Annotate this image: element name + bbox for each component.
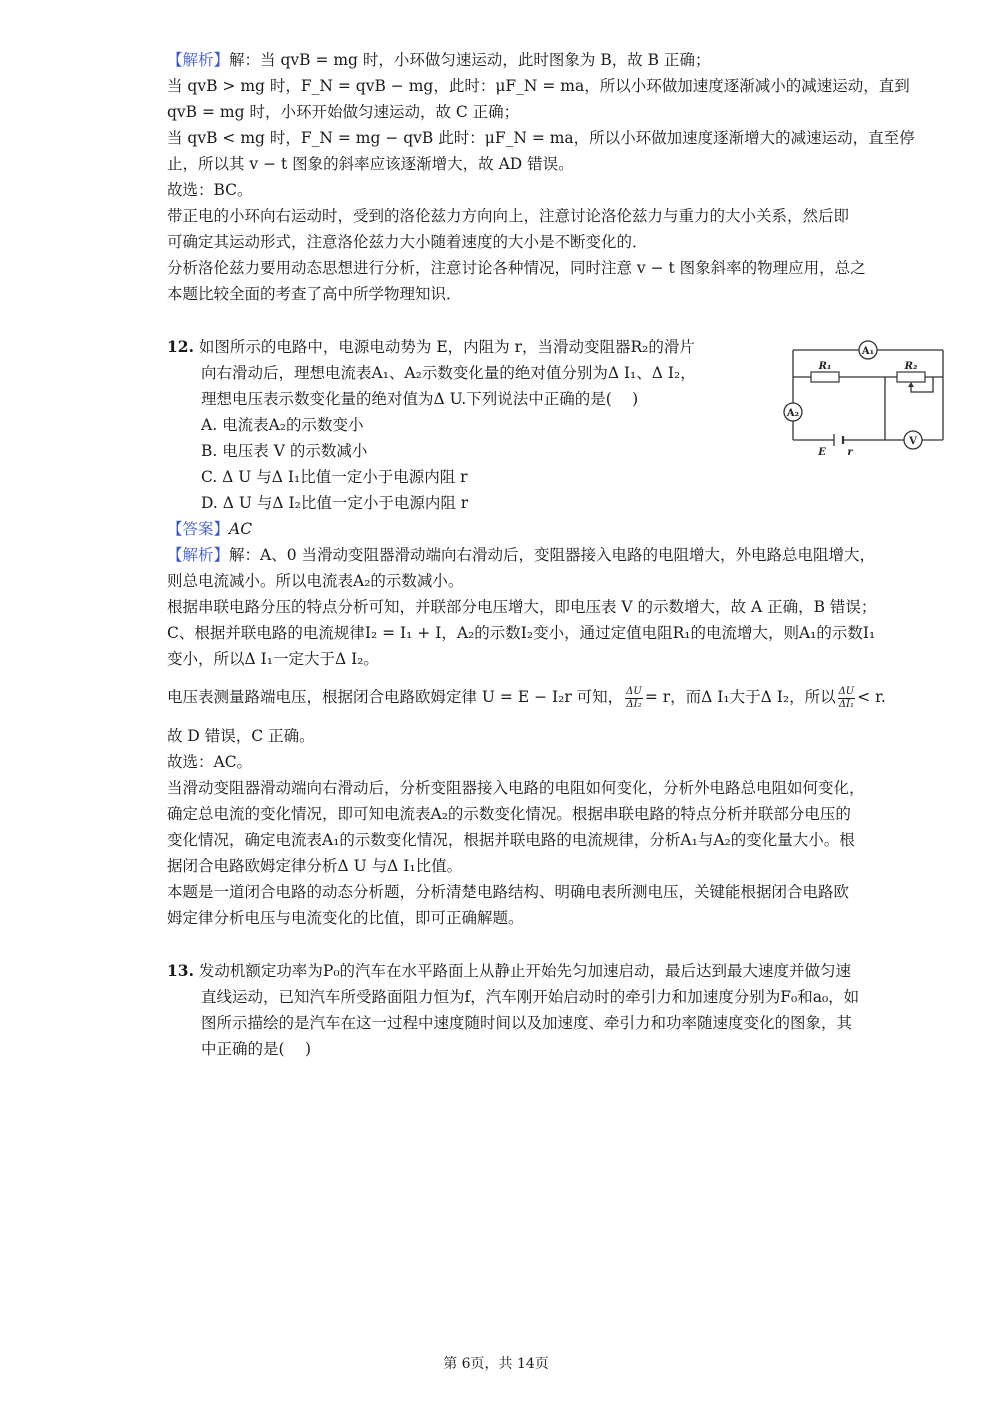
question-number: 13. (167, 961, 194, 980)
label-r1: R₁ (818, 361, 832, 372)
prev-analysis-line-9: 分析洛伦兹力要用动态思想进行分析，注意讨论各种情况，同时注意 v − t 图象斜率的物理应用，总之 (167, 259, 866, 277)
prev-analysis-line-6: 故选：BC。 (167, 181, 253, 199)
analysis-tag: 【解析】 (167, 546, 230, 564)
label-a1: A₁ (861, 346, 875, 357)
q13-stem-line-2: 直线运动，已知汽车所受路面阻力恒为f，汽车刚开始启动时的牵引力和加速度分别为F₀和a₀，如 (201, 988, 860, 1006)
prev-analysis-line-1: 【解析】解：当 qvB = mg 时，小环做匀速运动，此时图象为 B，故 B 正确； (167, 51, 711, 69)
q12-analysis-line-6: 电压表测量路端电压，根据闭合电路欧姆定律 U = E − I₂r 可知， $\frac{\Delta U}{\text{ΔI₂}}$ = r，而Δ I₁大于Δ I₂，所以 $\frac{\Delta U}{\text{ΔI₁}}$ < r. (167, 685, 886, 710)
prev-analysis-line-4: 当 qvB < mg 时，F_N = mg − qvB 此时：μF_N = ma，所以小环做加速度逐渐增大的减速运动，直至停 (167, 129, 915, 147)
answer-tag: 【答案】 (167, 520, 230, 538)
prev-analysis-line-3: qvB = mg 时，小环开始做匀速运动，故 C 正确； (167, 103, 520, 121)
q12-analysis-line-7: 故 D 错误，C 正确。 (167, 727, 315, 745)
prev-analysis-line-5: 止，所以其 v − t 图象的斜率应该逐渐增大，故 AD 错误。 (167, 155, 574, 173)
q12-analysis-line-13: 本题是一道闭合电路的动态分析题，分析清楚电路结构、明确电表所测电压，关键能根据闭合电路欧 (167, 883, 850, 901)
label-v: V (909, 436, 917, 447)
q12-stem-line-1: 12. 如图所示的电路中，电源电动势为 E，内阻为 r，当滑动变阻器R₂的滑片 (167, 337, 695, 356)
label-a2: A₂ (786, 408, 800, 419)
q12-option-d: D. Δ U 与Δ I₂比值一定小于电源内阻 r (201, 494, 469, 512)
q12-answer (167, 516, 252, 542)
analysis-tag: 【解析】 (167, 51, 230, 69)
q12-analysis-line-3: 根据串联电路分压的特点分析可知，并联部分电压增大，即电压表 V 的示数增大，故 A 正确，B 错误； (167, 598, 877, 616)
page-footer: 第 6页，共 14页 (443, 1356, 549, 1372)
prev-analysis-line-2: 当 qvB > mg 时，F_N = qvB − mg，此时：μF_N = ma，所以小环做加速度逐渐减小的减速运动，直到 (167, 77, 910, 95)
q12-analysis-line-8: 故选：AC。 (167, 753, 253, 771)
answer-value: AC (229, 520, 253, 538)
q12-analysis-line-10: 确定总电流的变化情况，即可知电流表A₂的示数变化情况。根据串联电路的特点分析并联部分电压的 (167, 805, 851, 823)
resistor-r1 (811, 372, 839, 382)
prev-analysis-line-8: 可确定其运动形式，注意洛伦兹力大小随着速度的大小是不断变化的． (167, 233, 648, 251)
q13-stem-line-1: 13. 发动机额定功率为P₀的汽车在水平路面上从静止开始先匀加速启动，最后达到最大速度并做匀速 (167, 961, 852, 980)
q13-stem-line-3: 图所示描绘的是汽车在这一过程中速度随时间以及加速度、牵引力和功率随速度变化的图象，其 (201, 1014, 853, 1032)
q12-option-a: A. 电流表A₂的示数变小 (201, 416, 364, 434)
fraction-du-di1: $\frac{\Delta U}{\text{ΔI₁}}$ (838, 685, 855, 710)
rheostat-r2 (897, 372, 925, 382)
slider-arrow-icon (908, 382, 914, 387)
prev-analysis-line-10: 本题比较全面的考查了高中所学物理知识． (167, 285, 462, 303)
q12-analysis-line-9: 当滑动变阻器滑动端向右滑动后，分析变阻器接入电路的电阻如何变化，分析外电路总电阻如何变化， (167, 779, 865, 797)
q12-option-b: B. 电压表 V 的示数减小 (201, 442, 368, 460)
q12-analysis-line-5: 变小，所以Δ I₁一定大于Δ I₂。 (167, 650, 379, 668)
q12-option-c: C. Δ U 与Δ I₁比值一定小于电源内阻 r (201, 468, 468, 486)
label-r: r (847, 447, 853, 458)
q12-analysis-line-4: C、根据并联电路的电流规律I₂ = I₁ + I，A₂的示数I₂变小，通过定值电阻R₁的电流增大，则A₁的示数I₁ (167, 624, 876, 642)
label-r2: R₂ (904, 361, 918, 372)
prev-analysis-line-7: 带正电的小环向右运动时，受到的洛伦兹力方向向上，注意讨论洛伦兹力与重力的大小关系，然后即 (167, 207, 850, 225)
q12-analysis-line-14: 姆定律分析电压与电流变化的比值，即可正确解题。 (167, 909, 524, 927)
q12-stem-line-3: 理想电压表示数变化量的绝对值为Δ U.下列说法中正确的是( ) (201, 390, 639, 408)
q12-analysis-line-1: 【解析】解：A、0 当滑动变阻器滑动端向右滑动后，变阻器接入电路的电阻增大，外电路总电阻增大， (167, 546, 876, 564)
circuit-diagram (777, 330, 947, 460)
q12-analysis-line-12: 据闭合电路欧姆定律分析Δ U 与Δ I₁比值。 (167, 857, 463, 875)
fraction-du-di2: $\frac{\Delta U}{\text{ΔI₂}}$ (626, 685, 642, 710)
q12-analysis-line-11: 变化情况，确定电流表A₁的示数变化情况，根据并联电路的电流规律，分析A₁与A₂的变化量大小。根 (167, 831, 855, 849)
q12-stem-line-2: 向右滑动后，理想电流表A₁、A₂示数变化量的绝对值分别为Δ I₁、Δ I₂， (201, 364, 696, 382)
q13-stem-line-4: 中正确的是( ) (201, 1040, 312, 1058)
label-e: E (818, 447, 826, 458)
question-number: 12. (167, 337, 194, 356)
q12-analysis-line-2: 则总电流减小。所以电流表A₂的示数减小。 (167, 572, 464, 590)
